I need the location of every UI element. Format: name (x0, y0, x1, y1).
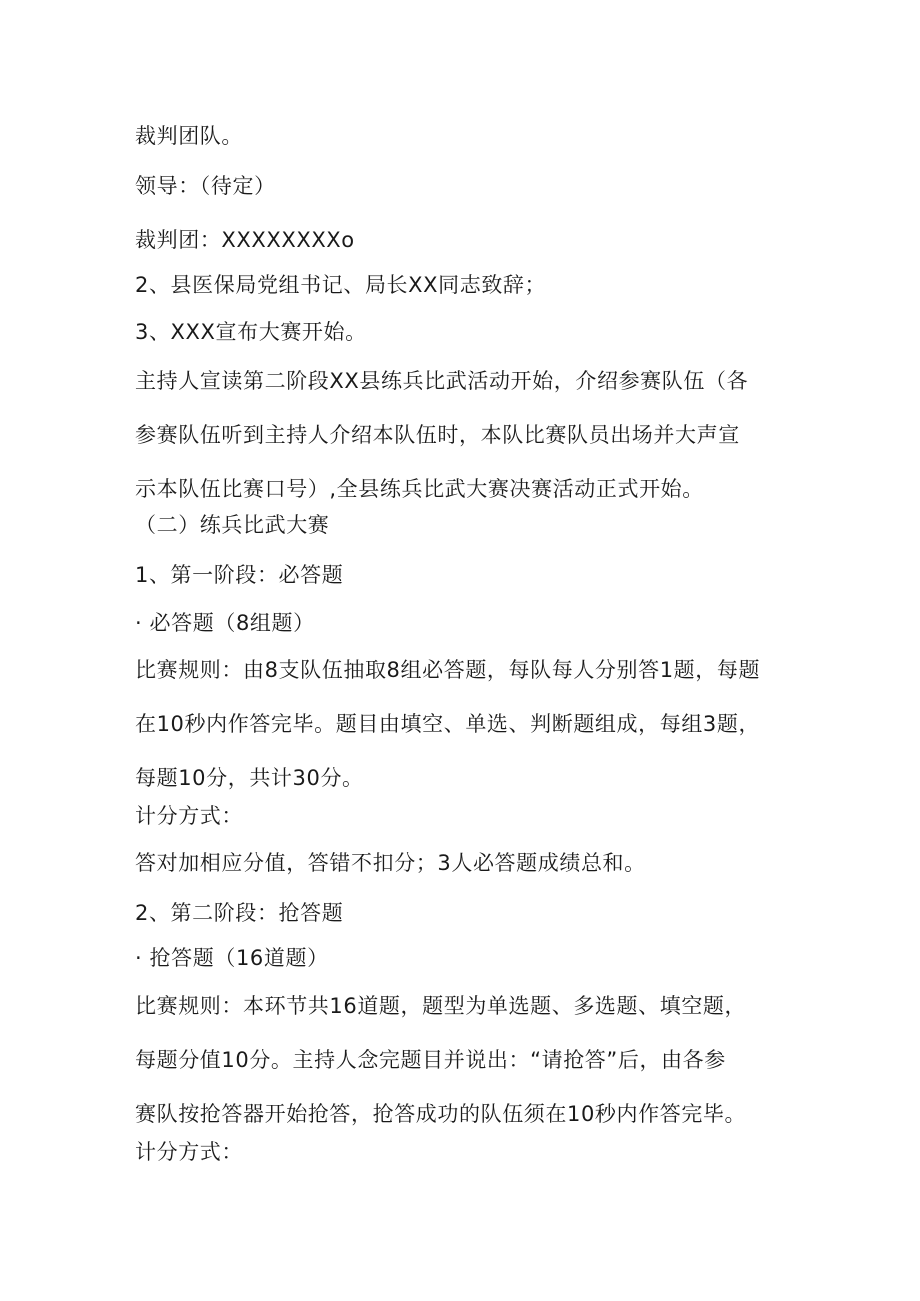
text-line: 计分方式： (135, 1140, 243, 1164)
paragraph-host-introduction (135, 354, 795, 516)
text-line: 主持人宣读第二阶段XX县练兵比武活动开始，介绍参赛队伍（各 (135, 369, 749, 393)
text-line: 比赛规则：本环节共16道题，题型为单选题、多选题、填空题， (135, 994, 747, 1018)
text-line: 每题分值10分。主持人念完题目并说出：“请抢答”后，由各参 (135, 1048, 726, 1072)
text-line: 在10秒内作答完毕。题目由填空、单选、判断题组成，每组3题， (135, 712, 761, 736)
text-line: （二）练兵比武大赛 (135, 513, 330, 537)
text-line: · 必答题（8组题） (135, 611, 315, 635)
text-line: 比赛规则：由8支队伍抽取8组必答题，每队每人分别答1题，每题 (135, 658, 761, 682)
paragraph-leaders (135, 159, 795, 213)
paragraph-stage-one-scoring (135, 836, 795, 890)
label-scoring-method-2 (135, 1125, 795, 1179)
text-line: 每题10分，共计30分。 (135, 766, 364, 790)
text-line: 裁判团队。 (135, 124, 243, 148)
text-line: 2、第二阶段：抢答题 (135, 901, 344, 925)
bullet-required-questions (135, 596, 795, 650)
text-line: 计分方式： (135, 804, 243, 828)
text-line: · 抢答题（16道题） (135, 946, 329, 970)
paragraph-referee-team (135, 109, 795, 163)
paragraph-stage-one-rules (135, 643, 795, 805)
label-scoring-method (135, 789, 795, 843)
text-line: 3、XXX宣布大赛开始。 (135, 320, 367, 344)
text-line: 参赛队伍听到主持人介绍本队伍时，本队比赛队员出场并大声宣 (135, 423, 740, 447)
text-line: 1、第一阶段：必答题 (135, 563, 344, 587)
text-line: 答对加相应分值，答错不扣分；3人必答题成绩总和。 (135, 851, 646, 875)
text-line: 示本队伍比赛口号）,全县练兵比武大赛决赛活动正式开始。 (135, 477, 704, 501)
paragraph-announce-start (135, 305, 795, 359)
text-line: 2、县医保局党组书记、局长XX同志致辞； (135, 273, 547, 297)
text-line: 赛队按抢答器开始抢答，抢答成功的队伍须在10秒内作答完毕。 (135, 1102, 747, 1126)
subheading-stage-one (135, 548, 795, 602)
bullet-buzzer-questions (135, 931, 795, 985)
text-line: 领导：（待定） (135, 174, 276, 198)
text-line: 裁判团：XXXXXXXXo (135, 228, 355, 252)
paragraph-stage-two-rules (135, 979, 795, 1141)
paragraph-speech (135, 258, 795, 312)
section-heading-competition (135, 498, 795, 552)
